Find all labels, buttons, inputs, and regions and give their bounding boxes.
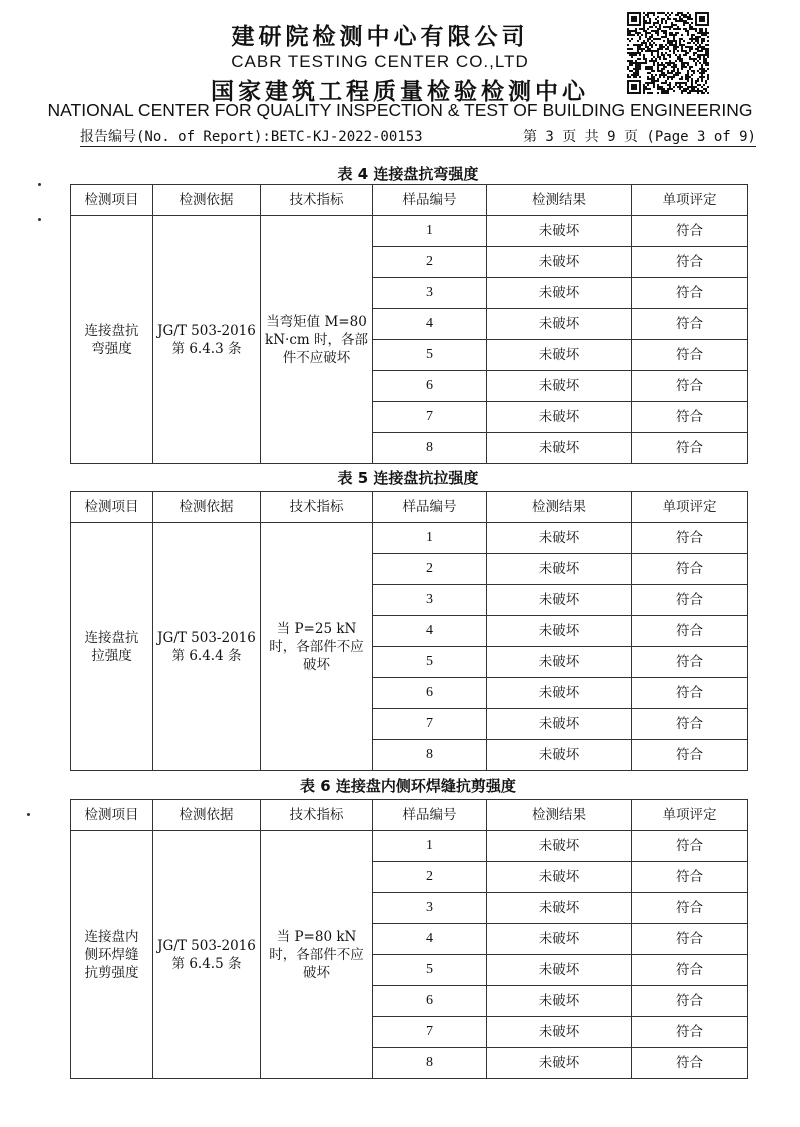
scan-mark xyxy=(38,218,41,221)
rating-cell: 符合 xyxy=(632,216,748,247)
result-cell: 未破坏 xyxy=(487,554,632,585)
column-header: 技术指标 xyxy=(261,492,373,523)
result-cell: 未破坏 xyxy=(487,340,632,371)
table-5-caption: 表 5 连接盘抗拉强度 xyxy=(337,469,479,487)
column-header: 单项评定 xyxy=(632,185,748,216)
sample-id-cell: 7 xyxy=(373,402,487,433)
test-basis-cell: JG/T 503-2016 第 6.4.3 条 xyxy=(153,216,261,464)
result-cell: 未破坏 xyxy=(487,402,632,433)
test-basis-cell: JG/T 503-2016 第 6.4.5 条 xyxy=(153,831,261,1079)
test-basis-cell: JG/T 503-2016 第 6.4.4 条 xyxy=(153,523,261,771)
column-header: 检测结果 xyxy=(487,492,632,523)
result-cell: 未破坏 xyxy=(487,216,632,247)
result-cell: 未破坏 xyxy=(487,955,632,986)
report-info-line xyxy=(80,124,756,147)
result-cell: 未破坏 xyxy=(487,924,632,955)
rating-cell: 符合 xyxy=(632,647,748,678)
table-row xyxy=(71,216,748,247)
rating-cell: 符合 xyxy=(632,1048,748,1079)
rating-cell: 符合 xyxy=(632,678,748,709)
table-header-row xyxy=(71,185,748,216)
column-header: 检测项目 xyxy=(71,492,153,523)
sample-id-cell: 5 xyxy=(373,340,487,371)
result-cell: 未破坏 xyxy=(487,709,632,740)
column-header: 单项评定 xyxy=(632,800,748,831)
center-name-en: NATIONAL CENTER FOR QUALITY INSPECTION & TEST OF BUILDING ENGINEERING xyxy=(47,100,753,120)
report-header xyxy=(0,0,800,150)
result-cell: 未破坏 xyxy=(487,585,632,616)
column-header: 检测结果 xyxy=(487,185,632,216)
result-cell: 未破坏 xyxy=(487,647,632,678)
sample-id-cell: 3 xyxy=(373,585,487,616)
column-header: 技术指标 xyxy=(261,800,373,831)
result-cell: 未破坏 xyxy=(487,616,632,647)
result-cell: 未破坏 xyxy=(487,1048,632,1079)
sample-id-cell: 5 xyxy=(373,955,487,986)
center-name-cn: 国家建筑工程质量检验检测中心 xyxy=(211,79,589,105)
result-cell: 未破坏 xyxy=(487,831,632,862)
sample-id-cell: 1 xyxy=(373,831,487,862)
rating-cell: 符合 xyxy=(632,740,748,771)
sample-id-cell: 4 xyxy=(373,924,487,955)
rating-cell: 符合 xyxy=(632,371,748,402)
technical-spec-cell: 当 P=80 kN 时，各部件不应破坏 xyxy=(261,831,373,1079)
sample-id-cell: 7 xyxy=(373,1017,487,1048)
rating-cell: 符合 xyxy=(632,831,748,862)
test-item-cell: 连接盘抗拉强度 xyxy=(71,523,153,771)
table-6-caption: 表 6 连接盘内侧环焊缝抗剪强度 xyxy=(300,777,516,795)
technical-spec-cell: 当 P=25 kN 时，各部件不应破坏 xyxy=(261,523,373,771)
result-cell: 未破坏 xyxy=(487,678,632,709)
rating-cell: 符合 xyxy=(632,955,748,986)
sample-id-cell: 6 xyxy=(373,678,487,709)
result-cell: 未破坏 xyxy=(487,862,632,893)
sample-id-cell: 4 xyxy=(373,309,487,340)
result-cell: 未破坏 xyxy=(487,523,632,554)
page-number: 第 3 页 共 9 页 (Page 3 of 9) xyxy=(522,129,756,145)
sample-id-cell: 1 xyxy=(373,216,487,247)
result-cell: 未破坏 xyxy=(487,740,632,771)
column-header: 样品编号 xyxy=(373,800,487,831)
rating-cell: 符合 xyxy=(632,247,748,278)
sample-id-cell: 4 xyxy=(373,616,487,647)
organization-name-en: CABR TESTING CENTER CO.,LTD xyxy=(231,52,529,71)
column-header: 样品编号 xyxy=(373,492,487,523)
test-item-cell: 连接盘抗弯强度 xyxy=(71,216,153,464)
rating-cell: 符合 xyxy=(632,862,748,893)
sample-id-cell: 1 xyxy=(373,523,487,554)
table-5 xyxy=(70,491,748,771)
test-item-cell: 连接盘内侧环焊缝抗剪强度 xyxy=(71,831,153,1079)
sample-id-cell: 6 xyxy=(373,986,487,1017)
rating-cell: 符合 xyxy=(632,986,748,1017)
result-cell: 未破坏 xyxy=(487,893,632,924)
rating-cell: 符合 xyxy=(632,309,748,340)
report-number: 报告编号(No. of Report):BETC-KJ-2022-00153 xyxy=(80,129,423,145)
rating-cell: 符合 xyxy=(632,585,748,616)
result-cell: 未破坏 xyxy=(487,309,632,340)
sample-id-cell: 2 xyxy=(373,862,487,893)
rating-cell: 符合 xyxy=(632,1017,748,1048)
result-cell: 未破坏 xyxy=(487,1017,632,1048)
table-row xyxy=(71,523,748,554)
result-cell: 未破坏 xyxy=(487,986,632,1017)
result-cell: 未破坏 xyxy=(487,433,632,464)
column-header: 检测结果 xyxy=(487,800,632,831)
result-cell: 未破坏 xyxy=(487,371,632,402)
sample-id-cell: 8 xyxy=(373,1048,487,1079)
column-header: 检测项目 xyxy=(71,800,153,831)
sample-id-cell: 8 xyxy=(373,740,487,771)
scan-mark xyxy=(38,183,41,186)
result-cell: 未破坏 xyxy=(487,278,632,309)
rating-cell: 符合 xyxy=(632,924,748,955)
sample-id-cell: 5 xyxy=(373,647,487,678)
rating-cell: 符合 xyxy=(632,278,748,309)
rating-cell: 符合 xyxy=(632,709,748,740)
sample-id-cell: 6 xyxy=(373,371,487,402)
rating-cell: 符合 xyxy=(632,554,748,585)
sample-id-cell: 3 xyxy=(373,893,487,924)
rating-cell: 符合 xyxy=(632,340,748,371)
qr-code-icon xyxy=(627,12,709,94)
scan-mark xyxy=(27,813,30,816)
sample-id-cell: 2 xyxy=(373,554,487,585)
column-header: 检测依据 xyxy=(153,185,261,216)
table-row xyxy=(71,831,748,862)
rating-cell: 符合 xyxy=(632,433,748,464)
column-header: 样品编号 xyxy=(373,185,487,216)
sample-id-cell: 7 xyxy=(373,709,487,740)
column-header: 单项评定 xyxy=(632,492,748,523)
rating-cell: 符合 xyxy=(632,616,748,647)
sample-id-cell: 2 xyxy=(373,247,487,278)
technical-spec-cell: 当弯矩值 M=80 kN·cm 时，各部件不应破坏 xyxy=(261,216,373,464)
column-header: 检测依据 xyxy=(153,800,261,831)
sample-id-cell: 8 xyxy=(373,433,487,464)
column-header: 检测依据 xyxy=(153,492,261,523)
organization-name-cn: 建研院检测中心有限公司 xyxy=(231,24,529,50)
table-6 xyxy=(70,799,748,1079)
table-header-row xyxy=(71,492,748,523)
result-cell: 未破坏 xyxy=(487,247,632,278)
table-4 xyxy=(70,184,748,464)
sample-id-cell: 3 xyxy=(373,278,487,309)
rating-cell: 符合 xyxy=(632,402,748,433)
table-4-caption: 表 4 连接盘抗弯强度 xyxy=(337,165,479,183)
rating-cell: 符合 xyxy=(632,523,748,554)
rating-cell: 符合 xyxy=(632,893,748,924)
table-header-row xyxy=(71,800,748,831)
column-header: 技术指标 xyxy=(261,185,373,216)
column-header: 检测项目 xyxy=(71,185,153,216)
